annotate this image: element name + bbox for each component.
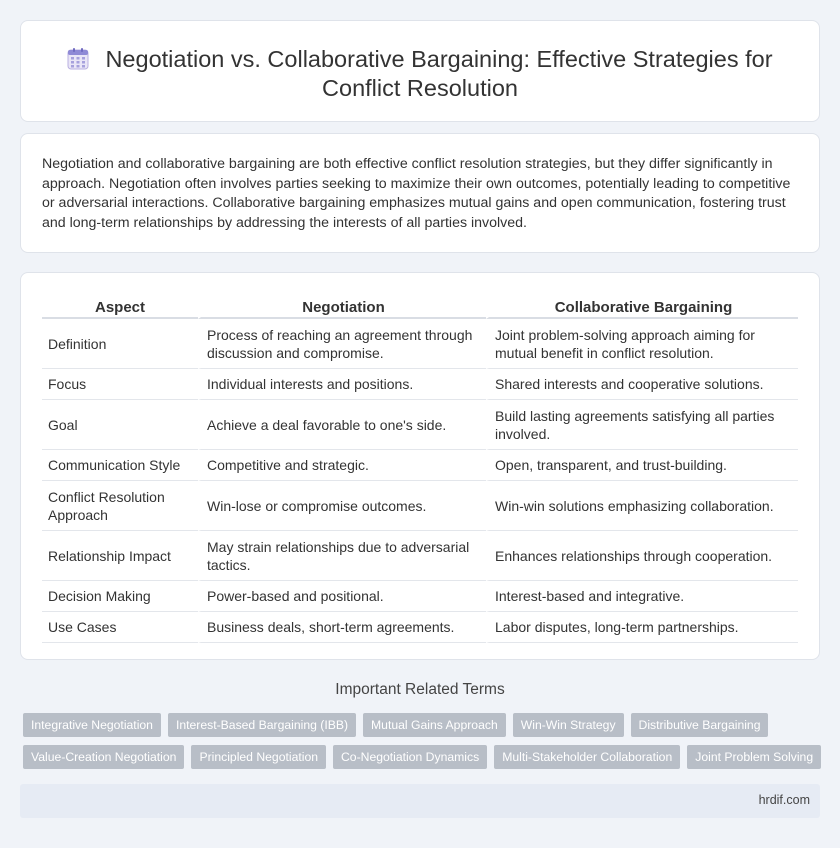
- related-term-tag[interactable]: Integrative Negotiation: [23, 713, 161, 737]
- title-card: [20, 20, 820, 122]
- table-row: [42, 581, 798, 612]
- table-header-row: [42, 295, 798, 319]
- related-term-tag[interactable]: Mutual Gains Approach: [363, 713, 506, 737]
- header-collaborative-bargaining: Collaborative Bargaining: [486, 295, 798, 319]
- related-term-tag[interactable]: Co-Negotiation Dynamics: [333, 745, 487, 769]
- related-term-tag[interactable]: Interest-Based Bargaining (IBB): [168, 713, 356, 737]
- table-row: [42, 400, 798, 450]
- table-row: [42, 612, 798, 643]
- row-aspect: Communication Style: [42, 450, 198, 481]
- row-collaborative: Enhances relationships through cooperation.: [486, 531, 798, 581]
- row-aspect: Definition: [42, 319, 198, 369]
- row-collaborative: Joint problem-solving approach aiming for mutual benefit in conflict resolution.: [486, 319, 798, 369]
- row-negotiation: Achieve a deal favorable to one's side.: [198, 400, 486, 450]
- header-aspect: Aspect: [42, 295, 198, 319]
- related-term-tag[interactable]: Distributive Bargaining: [631, 713, 769, 737]
- related-terms-list: [23, 713, 823, 769]
- page-title-text: Negotiation vs. Collaborative Bargaining: Effective Strategies for Conflict Resolution: [105, 46, 773, 101]
- row-aspect: Goal: [42, 400, 198, 450]
- row-collaborative: Win-win solutions emphasizing collaboration.: [486, 481, 798, 531]
- row-collaborative: Labor disputes, long-term partnerships.: [486, 612, 798, 643]
- related-terms-heading: Important Related Terms: [335, 681, 505, 698]
- row-aspect: Relationship Impact: [42, 531, 198, 581]
- row-aspect: Decision Making: [42, 581, 198, 612]
- related-term-tag[interactable]: Multi-Stakeholder Collaboration: [494, 745, 680, 769]
- footer-site-link[interactable]: hrdif.com: [758, 793, 810, 807]
- related-term-tag[interactable]: Value-Creation Negotiation: [23, 745, 184, 769]
- table-row: [42, 531, 798, 581]
- row-negotiation: Power-based and positional.: [198, 581, 486, 612]
- row-negotiation: Competitive and strategic.: [198, 450, 486, 481]
- comparison-card: [20, 272, 820, 660]
- row-negotiation: Process of reaching an agreement through discussion and compromise.: [198, 319, 486, 369]
- row-negotiation: Individual interests and positions.: [198, 369, 486, 400]
- calendar-icon: [67, 48, 89, 70]
- table-row: [42, 369, 798, 400]
- row-negotiation: Business deals, short-term agreements.: [198, 612, 486, 643]
- row-aspect: Use Cases: [42, 612, 198, 643]
- intro-card: [20, 133, 820, 253]
- table-row: [42, 450, 798, 481]
- row-aspect: Conflict Resolution Approach: [42, 481, 198, 531]
- intro-paragraph: Negotiation and collaborative bargaining are both effective conflict resolution strategies, but they differ significantly in approach. Negotiation often involves parties seeking to maximize their own outcomes, potentially leading to competitive or adversarial interactions. Collaborative bargaining emphasizes mutual gains and open communication, fostering trust and long-term relationships by addressing the interests of all parties involved.: [42, 156, 791, 231]
- row-negotiation: Win-lose or compromise outcomes.: [198, 481, 486, 531]
- table-row: [42, 481, 798, 531]
- row-aspect: Focus: [42, 369, 198, 400]
- page-title: [21, 45, 819, 103]
- header-negotiation: Negotiation: [198, 295, 486, 319]
- related-term-tag[interactable]: Principled Negotiation: [191, 745, 326, 769]
- comparison-table: [42, 295, 798, 643]
- row-collaborative: Open, transparent, and trust-building.: [486, 450, 798, 481]
- row-negotiation: May strain relationships due to adversarial tactics.: [198, 531, 486, 581]
- row-collaborative: Interest-based and integrative.: [486, 581, 798, 612]
- row-collaborative: Build lasting agreements satisfying all parties involved.: [486, 400, 798, 450]
- related-term-tag[interactable]: Joint Problem Solving: [687, 745, 821, 769]
- footer: [20, 784, 820, 818]
- row-collaborative: Shared interests and cooperative solutions.: [486, 369, 798, 400]
- table-row: [42, 319, 798, 369]
- related-term-tag[interactable]: Win-Win Strategy: [513, 713, 624, 737]
